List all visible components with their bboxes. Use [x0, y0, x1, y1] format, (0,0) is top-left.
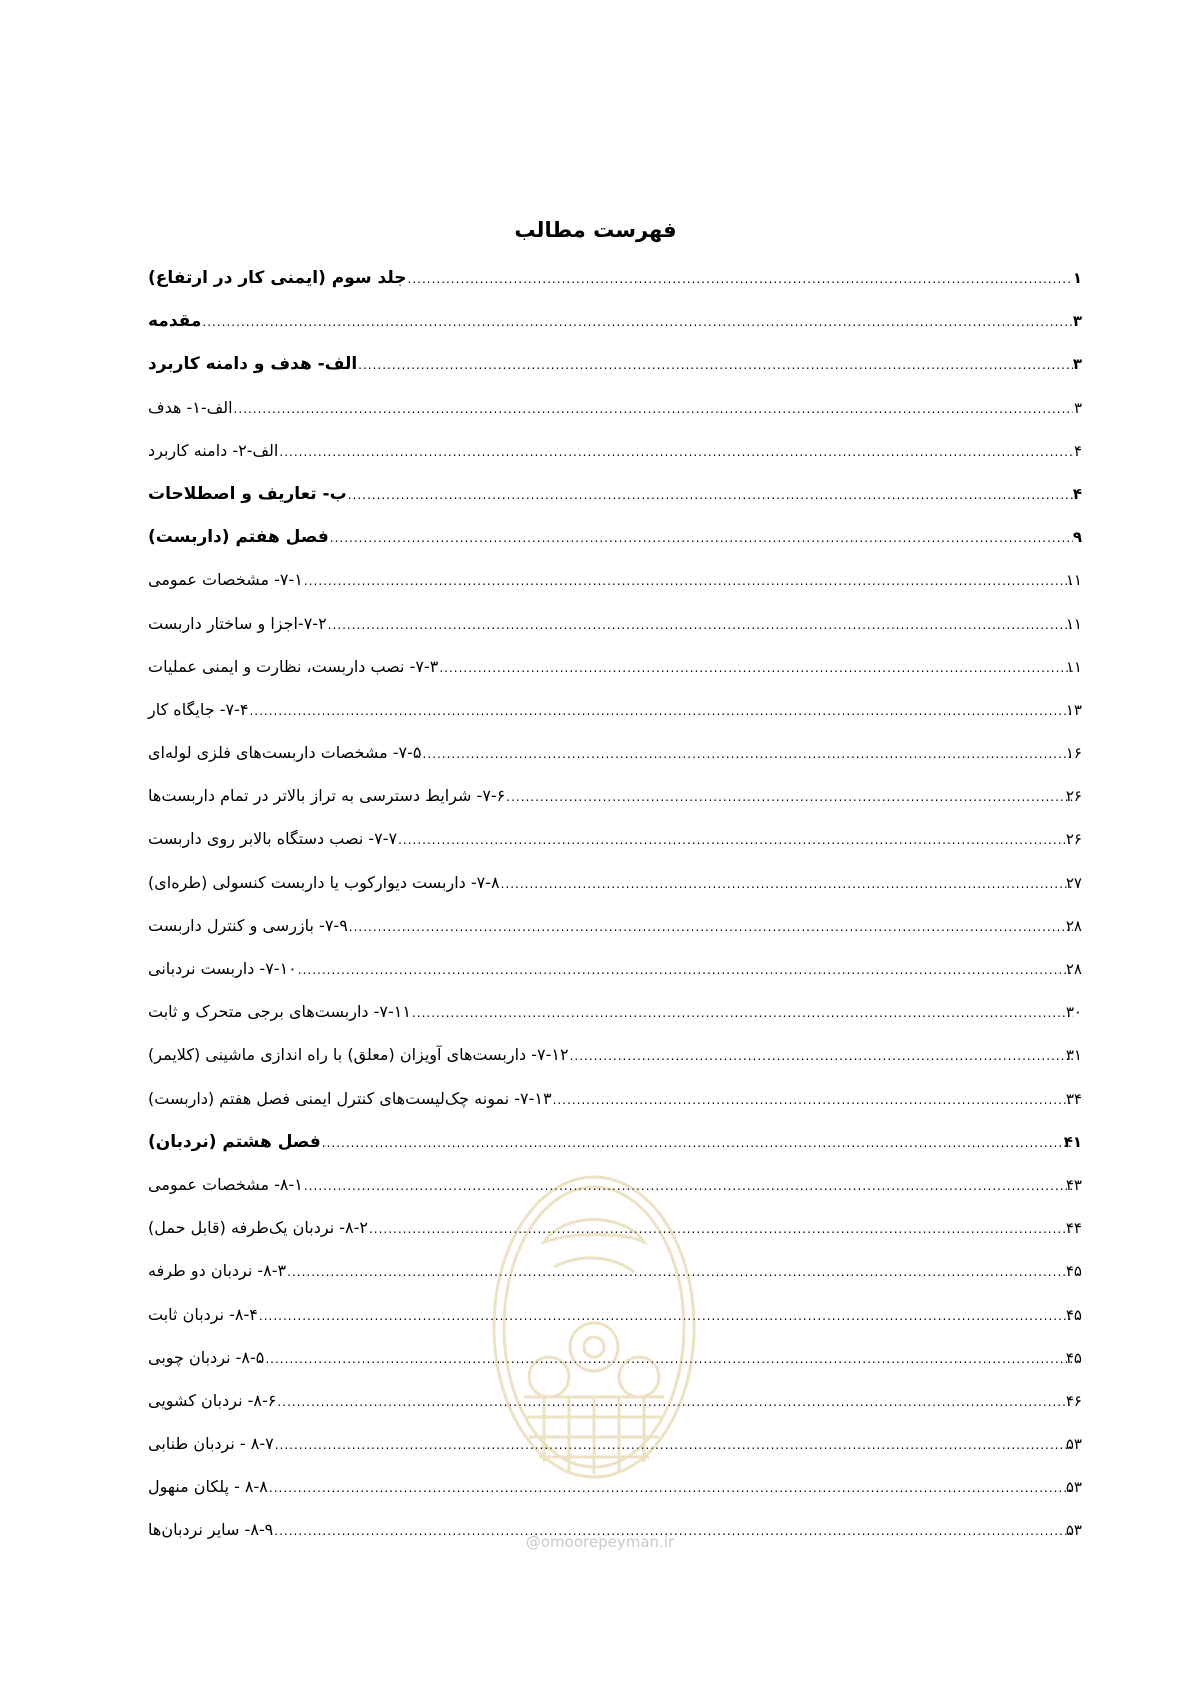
toc-entry[interactable] — [146, 959, 1082, 1002]
toc-entry[interactable] — [146, 311, 1082, 354]
toc-leader-dots — [423, 747, 1074, 761]
toc-entry[interactable] — [146, 441, 1082, 484]
toc-entry-page-number: ۱۶ — [1065, 744, 1082, 763]
toc-leader-dots — [202, 315, 1073, 329]
toc-entry-title: ۸-۷ - نردبان طنابی — [148, 1434, 274, 1454]
toc-entry-title: جلد سوم (ایمنی کار در ارتفاع) — [148, 268, 407, 288]
toc-leader-dots — [348, 488, 1073, 502]
toc-entry-title: الف-۲- دامنه کاربرد — [148, 440, 279, 460]
toc-entry[interactable] — [146, 570, 1082, 613]
toc-leader-dots — [279, 445, 1073, 459]
toc-entry-title: ۷-۹- بازرسی و کنترل داربست — [148, 915, 348, 935]
toc-entry-title: الف- هدف و دامنه کاربرد — [148, 354, 358, 375]
toc-entry-title: ۷-۳- نصب داربست، نظارت و ایمنی عملیات — [148, 656, 439, 676]
toc-entry-title: ۸-۸ - پلکان منهول — [148, 1477, 268, 1497]
toc-entry-page-number: ۱۱ — [1065, 614, 1082, 633]
toc-entry-page-number: ۱ — [1072, 269, 1082, 287]
toc-leader-dots — [408, 272, 1073, 286]
toc-leader-dots — [412, 1006, 1073, 1020]
toc-entry-page-number: ۴ — [1072, 484, 1082, 503]
toc-entry[interactable] — [146, 1045, 1082, 1088]
toc-entry-title: ۷-۷- نصب دستگاه بالابر روی داربست — [148, 829, 398, 849]
toc-entry[interactable] — [146, 657, 1082, 700]
toc-entry-page-number: ۲۶ — [1065, 830, 1082, 849]
toc-entry-page-number: ۴۱ — [1063, 1132, 1082, 1151]
toc-entry[interactable] — [146, 1002, 1082, 1045]
toc-entry-page-number: ۳ — [1072, 355, 1082, 374]
toc-entry-title: ۷-۴- جایگاه کار — [148, 699, 249, 719]
toc-entry-page-number: ۴۴ — [1065, 1219, 1082, 1238]
toc-entry[interactable] — [146, 1132, 1082, 1175]
watermark-text: @omoorepeyman.ir — [525, 1533, 675, 1551]
toc-entry-page-number: ۱۳ — [1065, 700, 1082, 719]
toc-entry[interactable] — [146, 786, 1082, 829]
toc-entry-title: ب- تعاریف و اصطلاحات — [148, 483, 347, 504]
toc-entry-page-number: ۲۷ — [1065, 873, 1082, 892]
toc-entry-page-number: ۵۳ — [1065, 1521, 1082, 1540]
toc-entry[interactable] — [146, 354, 1082, 397]
toc-entry-title: ۷-۱۳- نمونه چک‌لیست‌های کنترل ایمنی فصل هفتم (داربست) — [148, 1088, 552, 1108]
toc-entry-page-number: ۳۱ — [1065, 1046, 1082, 1065]
toc-entry-title: ۷-۶- شرایط دسترسی به تراز بالاتر در تمام داربست‌ها — [148, 786, 506, 806]
toc-entry-page-number: ۹ — [1072, 528, 1082, 547]
toc-leader-dots — [369, 1222, 1073, 1236]
toc-leader-dots — [506, 790, 1073, 804]
toc-entry[interactable] — [146, 916, 1082, 959]
toc-leader-dots — [439, 661, 1073, 675]
toc-leader-dots — [398, 833, 1073, 847]
toc-title: فهرست مطالب — [514, 218, 677, 242]
toc-entry[interactable] — [146, 1089, 1082, 1132]
toc-entry-page-number: ۳۰ — [1065, 1003, 1082, 1022]
toc-entry-page-number: ۳ — [1072, 312, 1082, 331]
toc-entry[interactable] — [146, 700, 1082, 743]
toc-entry-page-number: ۲۸ — [1065, 916, 1082, 935]
toc-entry-title: ۸-۳- نردبان دو طرفه — [148, 1261, 287, 1281]
toc-entry-title: الف-۱- هدف — [148, 397, 233, 417]
toc-entry-page-number: ۴۳ — [1065, 1175, 1082, 1194]
seal-logo-icon — [484, 1172, 704, 1492]
toc-entry-page-number: ۴۵ — [1065, 1305, 1082, 1324]
toc-entry[interactable] — [146, 268, 1082, 311]
toc-leader-dots — [501, 877, 1073, 891]
toc-entry-page-number: ۵۳ — [1065, 1478, 1082, 1497]
toc-entry-title: فصل هفتم (داربست) — [148, 527, 329, 548]
toc-entry-page-number: ۲۶ — [1065, 787, 1082, 806]
toc-entry-page-number: ۱۱ — [1065, 657, 1082, 676]
toc-leader-dots — [298, 963, 1073, 977]
toc-entry-title: ۷-۲-اجزا و ساختار داربست — [148, 613, 327, 633]
toc-leader-dots — [553, 1093, 1073, 1107]
toc-entry[interactable] — [146, 614, 1082, 657]
toc-entry[interactable] — [146, 527, 1082, 570]
toc-entry-page-number: ۴۵ — [1065, 1348, 1082, 1367]
toc-entry[interactable] — [146, 873, 1082, 916]
toc-entry-page-number: ۴ — [1073, 441, 1082, 460]
toc-entry-page-number: ۲۸ — [1065, 960, 1082, 978]
toc-leader-dots — [328, 618, 1073, 632]
toc-entry-title: مقدمه — [148, 311, 202, 332]
toc-entry[interactable] — [146, 484, 1082, 527]
toc-entry-title: ۸-۹- سایر نردبان‌ها — [148, 1520, 274, 1540]
toc-leader-dots — [330, 531, 1073, 545]
toc-entry-title: ۸-۲- نردبان یک‌طرفه (قابل حمل) — [148, 1218, 368, 1238]
toc-leader-dots — [249, 704, 1073, 718]
toc-entry-title: ۷-۵- مشخصات داربست‌های فلزی لوله‌ای — [148, 743, 422, 763]
toc-entry-page-number: ۳۴ — [1065, 1089, 1082, 1108]
toc-leader-dots — [234, 402, 1073, 416]
toc-entry-title: ۸-۵- نردبان چوبی — [148, 1347, 265, 1367]
toc-entry[interactable] — [146, 743, 1082, 786]
toc-entry-title: ۷-۸- داربست دیوارکوب یا داربست کنسولی (طره‌ای) — [148, 872, 500, 892]
toc-entry-title: فصل هشتم (نردبان) — [148, 1131, 321, 1152]
toc-entry-page-number: ۱۱ — [1065, 571, 1082, 590]
toc-entry-title: ۷-۱- مشخصات عمومی — [148, 570, 303, 590]
toc-entry-page-number: ۴۶ — [1065, 1391, 1082, 1410]
toc-entry[interactable] — [146, 829, 1082, 872]
toc-leader-dots — [349, 920, 1073, 934]
toc-leader-dots — [304, 574, 1073, 588]
toc-entry-page-number: ۴۵ — [1065, 1262, 1082, 1281]
toc-leader-dots — [570, 1049, 1073, 1063]
toc-entry-title: ۷-۱۰- داربست نردبانی — [148, 959, 297, 978]
toc-entry-title: ۷-۱۱- داربست‌های برجی متحرک و ثابت — [148, 1002, 411, 1022]
toc-entry-title: ۸-۱- مشخصات عمومی — [148, 1174, 303, 1194]
toc-entry-title: ۸-۶- نردبان کشویی — [148, 1390, 277, 1410]
toc-entry-page-number: ۳ — [1073, 398, 1082, 417]
toc-leader-dots — [358, 358, 1073, 372]
toc-entry[interactable] — [146, 398, 1082, 441]
toc-entry-page-number: ۵۳ — [1065, 1435, 1082, 1454]
toc-entry-title: ۷-۱۲- داربست‌های آویزان (معلق) با راه اندازی ماشینی (کلایمر) — [148, 1045, 569, 1065]
toc-leader-dots — [322, 1136, 1073, 1150]
toc-entry-title: ۸-۴- نردبان ثابت — [148, 1304, 258, 1324]
